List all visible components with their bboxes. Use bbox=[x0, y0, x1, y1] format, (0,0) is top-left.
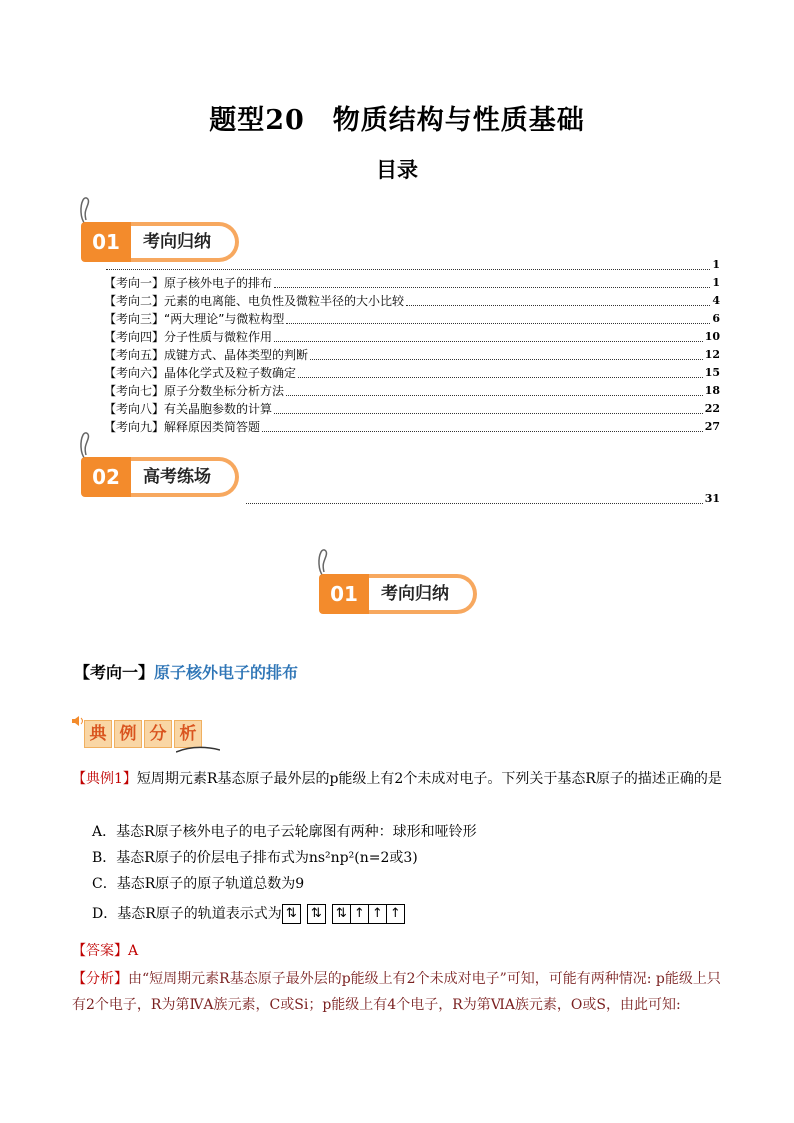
section-heading bbox=[74, 660, 298, 683]
question-text: 【典例1】短周期元素R基态原子最外层的p能级上有2个未成对电子。下列关于基态R原子的描述正确的是 bbox=[72, 771, 722, 787]
option-b: B．基态R原子的价层电子排布式为ns²np²(n=2或3) bbox=[92, 850, 418, 866]
speaker-icon bbox=[72, 716, 84, 726]
option-c: C．基态R原子的原子轨道总数为9 bbox=[92, 876, 305, 892]
toc-item[interactable]: 【考向八】有关晶胞参数的计算 22 bbox=[104, 402, 720, 416]
option-a: A．基态R原子核外电子的电子云轮廓图有两种：球形和哑铃形 bbox=[92, 824, 477, 840]
badge-number: 01 bbox=[319, 574, 369, 614]
toc-item[interactable]: 【考向六】晶体化学式及粒子数确定 15 bbox=[104, 366, 720, 380]
page-title: 题型20 物质结构与性质基础 bbox=[209, 105, 585, 136]
question-label: 【典例1】 bbox=[72, 771, 137, 787]
toc-item[interactable]: 31 bbox=[244, 490, 720, 508]
orbital-diagram: ⇅ ⇅ ⇅ ↑ ↑ ↑ bbox=[282, 904, 405, 924]
toc-item[interactable]: 【考向三】“两大理论”与微粒构型 6 bbox=[104, 312, 720, 326]
section-badge-3 bbox=[319, 574, 477, 614]
badge-number: 02 bbox=[81, 457, 131, 497]
section-bracket: 【考向一】 bbox=[74, 663, 155, 682]
section-title: 原子核外电子的排布 bbox=[154, 663, 299, 682]
toc-item[interactable]: 【考向五】成键方式、晶体类型的判断 12 bbox=[104, 348, 720, 362]
toc-item[interactable]: 【考向九】解释原因类简答题 27 bbox=[104, 420, 720, 434]
toc-item[interactable]: 【考向一】原子核外电子的排布 1 bbox=[104, 276, 720, 290]
toc-heading: 目录 bbox=[376, 157, 418, 182]
badge-label: 考向归纳 bbox=[131, 222, 239, 262]
toc-item[interactable]: 【考向二】元素的电离能、电负性及微粒半径的大小比较 4 bbox=[104, 294, 720, 308]
answer: 【答案】A bbox=[72, 943, 139, 959]
toc-item[interactable]: 【考向四】分子性质与微粒作用 10 bbox=[104, 330, 720, 344]
analysis: 【分析】由“短周期元素R基态原子最外层的p能级上有2个未成对电子”可知，可能有两种情况: p能级上只有2个电子，R为第ⅣA族元素，C或Si；p能级上有4个电子，R为第ⅥA族元素，O或S，由此可知: bbox=[72, 971, 721, 1013]
section-badge-2 bbox=[81, 457, 239, 497]
option-d: D．基态R原子的轨道表示式为 ⇅ ⇅ ⇅ ↑ ↑ ↑ bbox=[92, 904, 405, 924]
underline-swoosh-icon bbox=[176, 744, 220, 754]
badge-number: 01 bbox=[81, 222, 131, 262]
badge-label: 高考练场 bbox=[131, 457, 239, 497]
example-analysis-label: 典 例 分 析 bbox=[84, 720, 202, 746]
toc-item[interactable]: 1 bbox=[104, 256, 720, 274]
badge-label: 考向归纳 bbox=[369, 574, 477, 614]
toc-item[interactable]: 【考向七】原子分数坐标分析方法 18 bbox=[104, 384, 720, 398]
